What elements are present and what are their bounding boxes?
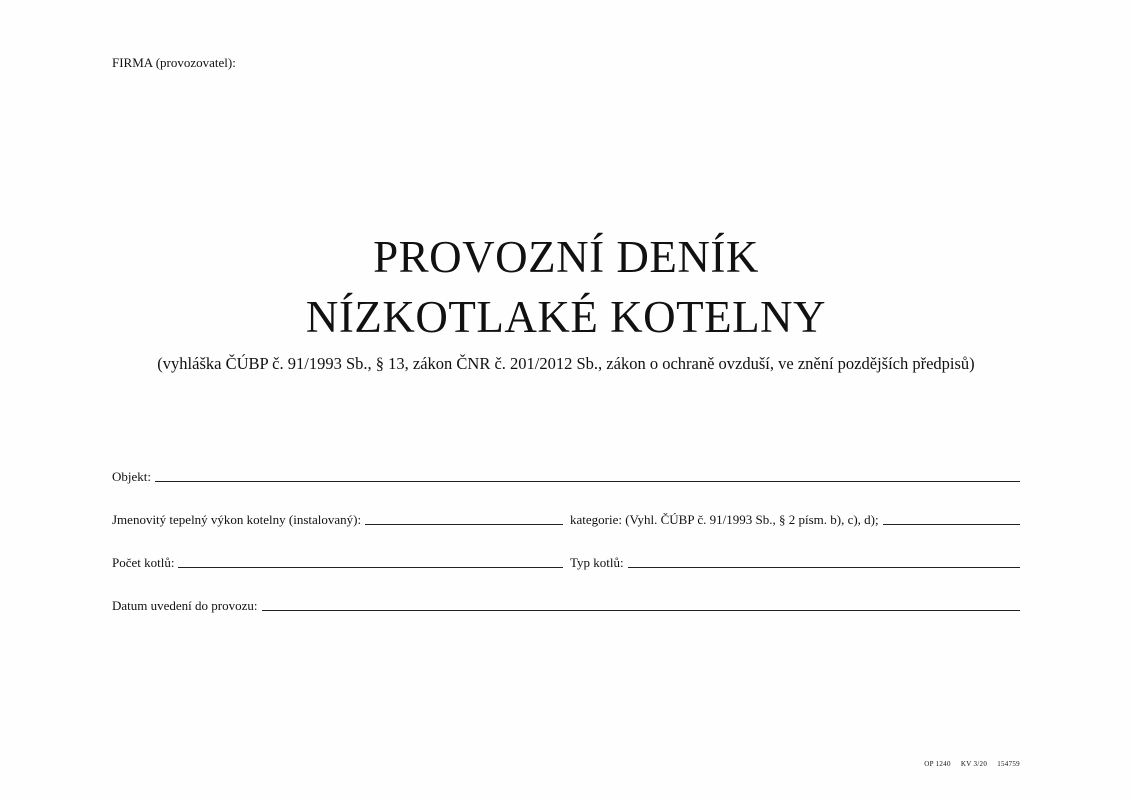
form-code-3: 154759 (997, 760, 1020, 768)
vykon-label: Jmenovitý tepelný výkon kotelny (instalovaný): (112, 512, 362, 527)
kategorie-field (570, 512, 1020, 528)
pocet-kotlu-field (112, 555, 563, 571)
datum-line (262, 609, 1021, 611)
typ-kotlu-line (628, 566, 1020, 568)
pocet-kotlu-line (178, 566, 563, 568)
vykon-field (112, 512, 563, 528)
form-code-2: KV 3/20 (960, 760, 988, 768)
form-code-1: OP 1240 (924, 760, 951, 768)
objekt-line (155, 480, 1020, 482)
objekt-label: Objekt: (112, 469, 151, 484)
kategorie-label: kategorie: (Vyhl. ČÚBP č. 91/1993 Sb., § 2 písm. b), c), d); (570, 512, 879, 527)
datum-field (112, 598, 1020, 614)
pocet-kotlu-label: Počet kotlů: (112, 555, 175, 570)
typ-kotlu-field (570, 555, 1020, 571)
form-code (916, 760, 1020, 768)
title-line-1: PROVOZNÍ DENÍK (373, 232, 759, 282)
firma-label: FIRMA (provozovatel): (112, 55, 236, 70)
datum-label: Datum uvedení do provozu: (112, 598, 258, 613)
legal-subtitle: (vyhláška ČÚBP č. 91/1993 Sb., § 13, zákon ČNR č. 201/2012 Sb., zákon o ochraně ovzduší, ve znění pozdějších předpisů) (157, 354, 975, 373)
kategorie-line (883, 523, 1020, 525)
vykon-line (365, 523, 563, 525)
title-line-2: NÍZKOTLAKÉ KOTELNY (305, 292, 827, 342)
objekt-field (112, 469, 1020, 485)
typ-kotlu-label: Typ kotlů: (570, 555, 624, 570)
